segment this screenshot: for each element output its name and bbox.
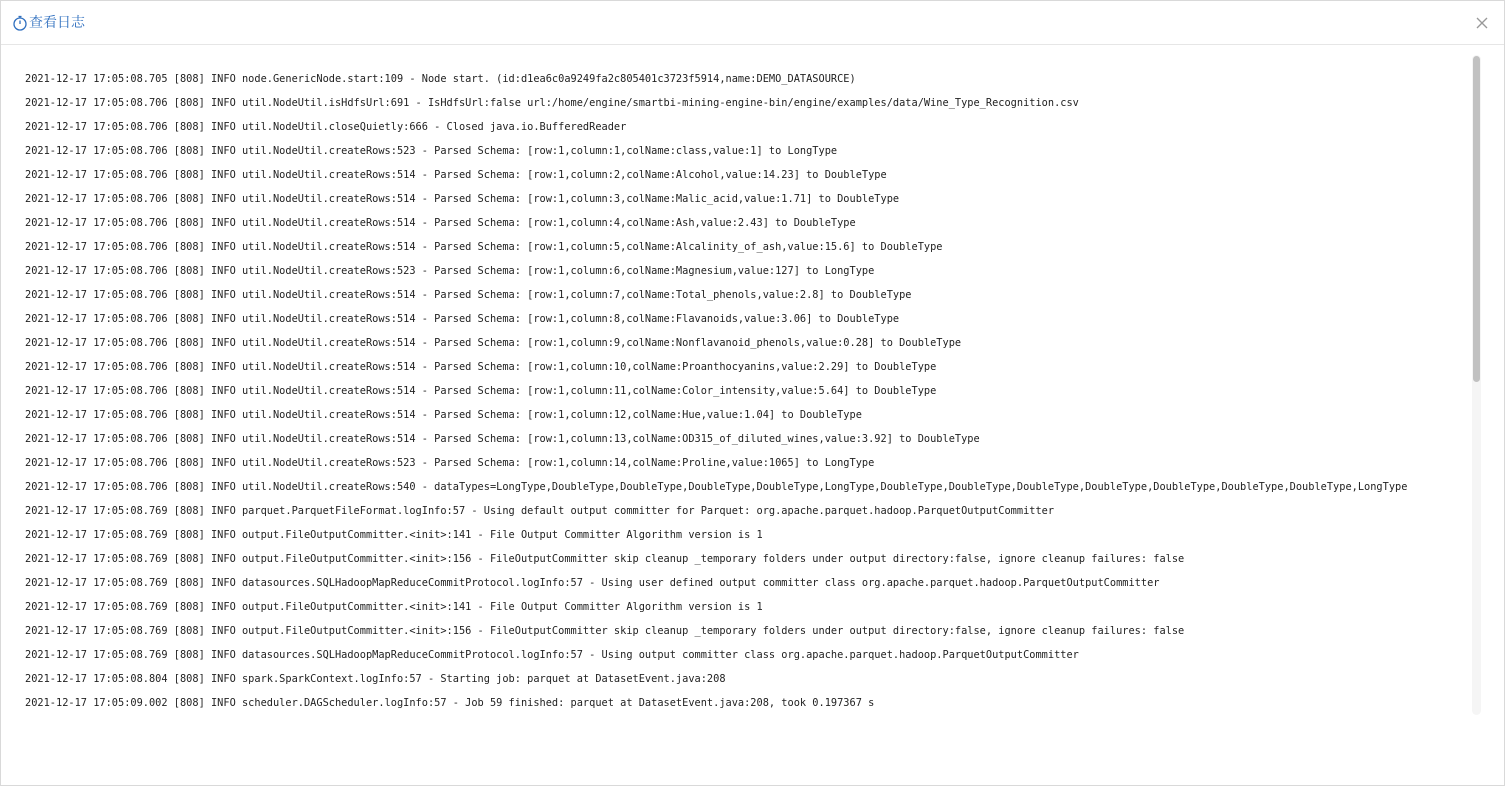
- log-line: 2021-12-17 17:05:08.769 [808] INFO parquet.ParquetFileFormat.logInfo:57 - Using default output committer for Parquet: org.apache.parquet.hadoop.ParquetOutputCommitter: [25, 505, 1055, 517]
- stopwatch-icon: [12, 15, 28, 31]
- log-line: 2021-12-17 17:05:08.706 [808] INFO util.NodeUtil.createRows:514 - Parsed Schema: [row:1,column:7,colName:Total_phenols,value:2.8] to DoubleType: [25, 289, 912, 301]
- close-icon[interactable]: [1474, 15, 1490, 31]
- log-line: 2021-12-17 17:05:08.706 [808] INFO util.NodeUtil.createRows:514 - Parsed Schema: [row:1,column:5,colName:Alcalinity_of_ash,value:15.6] to DoubleType: [25, 241, 943, 253]
- log-line: 2021-12-17 17:05:08.769 [808] INFO output.FileOutputCommitter.<init>:156 - FileOutputCommitter skip cleanup _temporary folders under output directory:false, ignore cleanup failures: false: [25, 625, 1185, 637]
- log-line: 2021-12-17 17:05:08.706 [808] INFO util.NodeUtil.createRows:514 - Parsed Schema: [row:1,column:11,colName:Color_intensity,value:5.64] to DoubleType: [25, 385, 937, 397]
- log-line: 2021-12-17 17:05:08.706 [808] INFO util.NodeUtil.createRows:514 - Parsed Schema: [row:1,column:10,colName:Proanthocyanins,value:2.29] to DoubleType: [25, 361, 937, 373]
- log-line: 2021-12-17 17:05:08.804 [808] INFO spark.SparkContext.logInfo:57 - Starting job: parquet at DatasetEvent.java:208: [25, 673, 726, 685]
- log-line: 2021-12-17 17:05:08.769 [808] INFO output.FileOutputCommitter.<init>:141 - File Output Committer Algorithm version is 1: [25, 529, 763, 541]
- log-line: 2021-12-17 17:05:08.769 [808] INFO output.FileOutputCommitter.<init>:141 - File Output Committer Algorithm version is 1: [25, 601, 763, 613]
- log-line: 2021-12-17 17:05:08.705 [808] INFO node.GenericNode.start:109 - Node start. (id:d1ea6c0a9249fa2c805401c3723f5914,name:DEMO_DATASOURCE): [25, 73, 856, 85]
- scrollbar-thumb[interactable]: [1473, 56, 1480, 382]
- log-line: 2021-12-17 17:05:08.706 [808] INFO util.NodeUtil.createRows:514 - Parsed Schema: [row:1,column:9,colName:Nonflavanoid_phenols,value:0.28] to DoubleType: [25, 337, 962, 349]
- log-line: 2021-12-17 17:05:08.706 [808] INFO util.NodeUtil.closeQuietly:666 - Closed java.io.BufferedReader: [25, 121, 627, 133]
- log-line: 2021-12-17 17:05:08.706 [808] INFO util.NodeUtil.createRows:514 - Parsed Schema: [row:1,column:3,colName:Malic_acid,value:1.71] to DoubleType: [25, 193, 900, 205]
- log-line: 2021-12-17 17:05:08.706 [808] INFO util.NodeUtil.isHdfsUrl:691 - IsHdfsUrl:false url:/home/engine/smartbi-mining-engine-bin/engine/examples/data/Wine_Type_Recognition.csv: [25, 97, 1079, 109]
- log-line: 2021-12-17 17:05:08.706 [808] INFO util.NodeUtil.createRows:514 - Parsed Schema: [row:1,column:8,colName:Flavanoids,value:3.06] to DoubleType: [25, 313, 900, 325]
- log-line: 2021-12-17 17:05:08.706 [808] INFO util.NodeUtil.createRows:514 - Parsed Schema: [row:1,column:13,colName:OD315_of_diluted_wines,value:3.92] to DoubleType: [25, 433, 980, 445]
- log-line: 2021-12-17 17:05:08.706 [808] INFO util.NodeUtil.createRows:540 - dataTypes=LongType,DoubleType,DoubleType,DoubleType,DoubleType,LongType,DoubleType,DoubleType,DoubleType,DoubleType,DoubleType,DoubleType,DoubleType,LongType: [25, 481, 1408, 493]
- log-line: 2021-12-17 17:05:08.706 [808] INFO util.NodeUtil.createRows:523 - Parsed Schema: [row:1,column:14,colName:Proline,value:1065] to LongType: [25, 457, 875, 469]
- log-list: [25, 67, 1407, 715]
- log-line: 2021-12-17 17:05:08.769 [808] INFO output.FileOutputCommitter.<init>:156 - FileOutputCommitter skip cleanup _temporary folders under output directory:false, ignore cleanup failures: false: [25, 553, 1185, 565]
- log-line: 2021-12-17 17:05:08.706 [808] INFO util.NodeUtil.createRows:514 - Parsed Schema: [row:1,column:2,colName:Alcohol,value:14.23] to DoubleType: [25, 169, 887, 181]
- dialog-title: 查看日志: [29, 15, 85, 31]
- dialog-titlebar: [1, 1, 1504, 45]
- log-line: 2021-12-17 17:05:08.706 [808] INFO util.NodeUtil.createRows:514 - Parsed Schema: [row:1,column:4,colName:Ash,value:2.43] to DoubleType: [25, 217, 856, 229]
- log-line: 2021-12-17 17:05:08.769 [808] INFO datasources.SQLHadoopMapReduceCommitProtocol.logInfo:57 - Using user defined output committer class org.apache.parquet.hadoop.ParquetOutputCommitter: [25, 577, 1160, 589]
- log-line: 2021-12-17 17:05:09.002 [808] INFO scheduler.DAGScheduler.logInfo:57 - Job 59 finished: parquet at DatasetEvent.java:208, took 0.197367 s: [25, 697, 875, 709]
- log-content-area[interactable]: [1, 45, 1469, 785]
- log-line: 2021-12-17 17:05:08.706 [808] INFO util.NodeUtil.createRows:523 - Parsed Schema: [row:1,column:6,colName:Magnesium,value:127] to LongType: [25, 265, 875, 277]
- log-line: 2021-12-17 17:05:08.706 [808] INFO util.NodeUtil.createRows:514 - Parsed Schema: [row:1,column:12,colName:Hue,value:1.04] to DoubleType: [25, 409, 862, 421]
- log-line: 2021-12-17 17:05:08.706 [808] INFO util.NodeUtil.createRows:523 - Parsed Schema: [row:1,column:1,colName:class,value:1] to LongType: [25, 145, 838, 157]
- log-line: 2021-12-17 17:05:08.769 [808] INFO datasources.SQLHadoopMapReduceCommitProtocol.logInfo:57 - Using output committer class org.apache.parquet.hadoop.ParquetOutputCommitter: [25, 649, 1079, 661]
